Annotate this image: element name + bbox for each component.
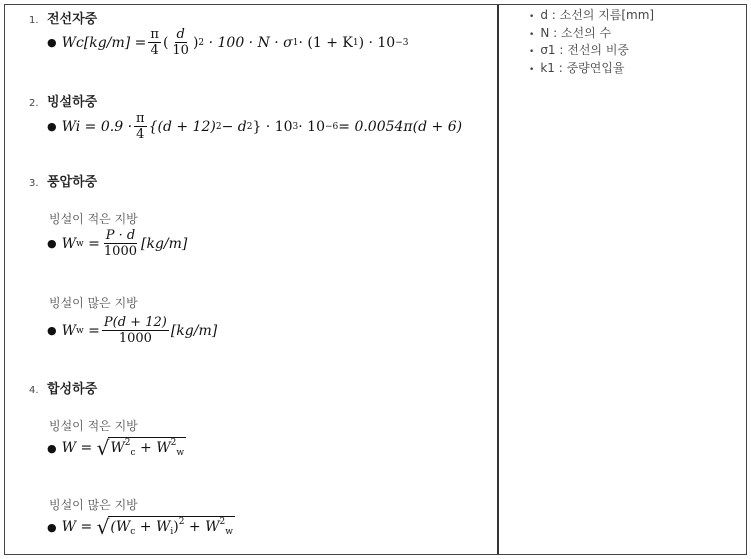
formula-term: } · 10 bbox=[252, 118, 293, 135]
formula-term: W bbox=[205, 519, 220, 535]
subscript: w bbox=[176, 448, 185, 458]
formula-term: W bbox=[110, 440, 125, 456]
radical-icon: √ bbox=[96, 515, 110, 539]
formula-combined-high: ● W = √ $(W_c + W_i)^2 + W^2_w$ bbox=[47, 515, 233, 539]
formula-term: W bbox=[61, 440, 76, 456]
bullet-icon: ● bbox=[47, 36, 57, 49]
square-root: √ $W^2_c + W^2_w$ bbox=[96, 436, 185, 460]
section-number: 4. bbox=[29, 385, 39, 396]
formula-term: (W bbox=[110, 519, 131, 535]
subheading-high-ice: 빙설이 많은 지방 bbox=[49, 296, 138, 310]
denominator: 4 bbox=[150, 43, 159, 58]
formula-term: W bbox=[156, 440, 171, 456]
fraction bbox=[102, 228, 139, 259]
definitions-column bbox=[499, 5, 746, 554]
subscript: w bbox=[225, 527, 233, 537]
definition-item: • N : 소선의 수 bbox=[529, 26, 654, 44]
fraction bbox=[102, 315, 169, 346]
formula-wind-low: ● W w = $\frac{P \cdot d}{1000}$ [kg/m] bbox=[47, 228, 188, 259]
formula-term: − d bbox=[221, 118, 247, 135]
formula-term: · 10 bbox=[298, 118, 325, 135]
formula-term: W bbox=[61, 322, 76, 339]
section-heading-3 bbox=[29, 171, 97, 190]
formula-unit: [kg/m] bbox=[141, 235, 188, 252]
definitions-list bbox=[529, 8, 654, 78]
section-heading-1 bbox=[29, 8, 97, 27]
subheading-low-ice: 빙설이 적은 지방 bbox=[49, 212, 138, 226]
formula-term: Wi = 0.9 · bbox=[61, 118, 133, 135]
formula-term: W bbox=[155, 519, 171, 535]
formula-ice-load: ● Wi = 0.9 · $\frac{\pi}{4}$ {(d + 12) 2 − d 2 } · 10 3 · 10 −6 = 0.0054π(d + 6) bbox=[47, 111, 463, 142]
subheading-low-ice: 빙설이 적은 지방 bbox=[49, 419, 138, 433]
formula-term: = 0.0054π(d + 6) bbox=[338, 118, 463, 135]
definition-item: • σ1 : 전선의 비중 bbox=[529, 43, 654, 61]
subscript: i bbox=[170, 527, 174, 537]
formula-wind-high: ● W w = $\frac{P(d + 12)}{1000}$ [kg/m] bbox=[47, 315, 218, 346]
fraction bbox=[170, 27, 191, 58]
formula-term: ) · 10 bbox=[358, 34, 396, 51]
bullet-icon: ● bbox=[47, 120, 57, 133]
section-number: 2. bbox=[29, 98, 39, 109]
bullet-icon: ● bbox=[47, 441, 57, 455]
bullet-icon: ● bbox=[47, 324, 57, 337]
section-title: 빙설하중 bbox=[47, 95, 98, 110]
section-number: 3. bbox=[29, 178, 39, 189]
formula-term: · 100 · N · σ bbox=[208, 34, 293, 51]
numerator: d bbox=[176, 27, 185, 42]
formula-term: W bbox=[61, 235, 76, 252]
bullet-icon: ● bbox=[47, 237, 57, 250]
square-root: √ $(W_c + W_i)^2 + W^2_w$ bbox=[96, 515, 233, 539]
section-title: 전선자중 bbox=[47, 12, 98, 27]
exponent: 2 bbox=[178, 517, 185, 527]
formula-term: W bbox=[61, 519, 76, 535]
subheading-high-ice: 빙설이 많은 지방 bbox=[49, 498, 138, 512]
subscript: c bbox=[130, 448, 136, 458]
formula-conductor-weight: ● Wc[kg/m] = $\frac{\pi}{4}$ ( $\frac{d}{10}$ ) 2 · 100 · N · σ 1 · (1 + K 1 ) · 10 −3 bbox=[47, 27, 409, 58]
formula-term: Wc[kg/m] = bbox=[61, 34, 147, 51]
exponent: 2 bbox=[170, 438, 177, 448]
numerator: P · d bbox=[105, 228, 136, 243]
section-heading-4 bbox=[29, 378, 97, 397]
denominator: 1000 bbox=[103, 244, 137, 259]
formula-table bbox=[4, 4, 747, 555]
fraction bbox=[134, 111, 147, 142]
exponent: 2 bbox=[124, 438, 131, 448]
fraction bbox=[148, 27, 161, 58]
numerator: π bbox=[150, 27, 159, 42]
section-title: 풍압하중 bbox=[47, 175, 98, 190]
numerator: P(d + 12) bbox=[103, 315, 167, 330]
formula-unit: [kg/m] bbox=[170, 322, 218, 339]
formula-column bbox=[5, 5, 497, 554]
formula-term: · (1 + K bbox=[298, 34, 353, 51]
section-title: 합성하중 bbox=[47, 382, 98, 397]
formula-term: {(d + 12) bbox=[148, 118, 216, 135]
radical-icon: √ bbox=[96, 436, 110, 460]
section-heading-2 bbox=[29, 91, 97, 110]
exponent: 2 bbox=[219, 517, 226, 527]
definition-item: • d : 소선의 지름[mm] bbox=[529, 8, 654, 26]
bullet-icon: ● bbox=[47, 520, 57, 534]
denominator: 1000 bbox=[118, 331, 152, 346]
subscript: c bbox=[130, 527, 136, 537]
formula-combined-low: ● W = √ $W^2_c + W^2_w$ bbox=[47, 436, 185, 460]
numerator: π bbox=[136, 111, 145, 126]
definition-item: • k1 : 중량연입율 bbox=[529, 61, 654, 79]
denominator: 4 bbox=[136, 127, 145, 142]
section-number: 1. bbox=[29, 15, 39, 26]
denominator: 10 bbox=[172, 43, 189, 58]
